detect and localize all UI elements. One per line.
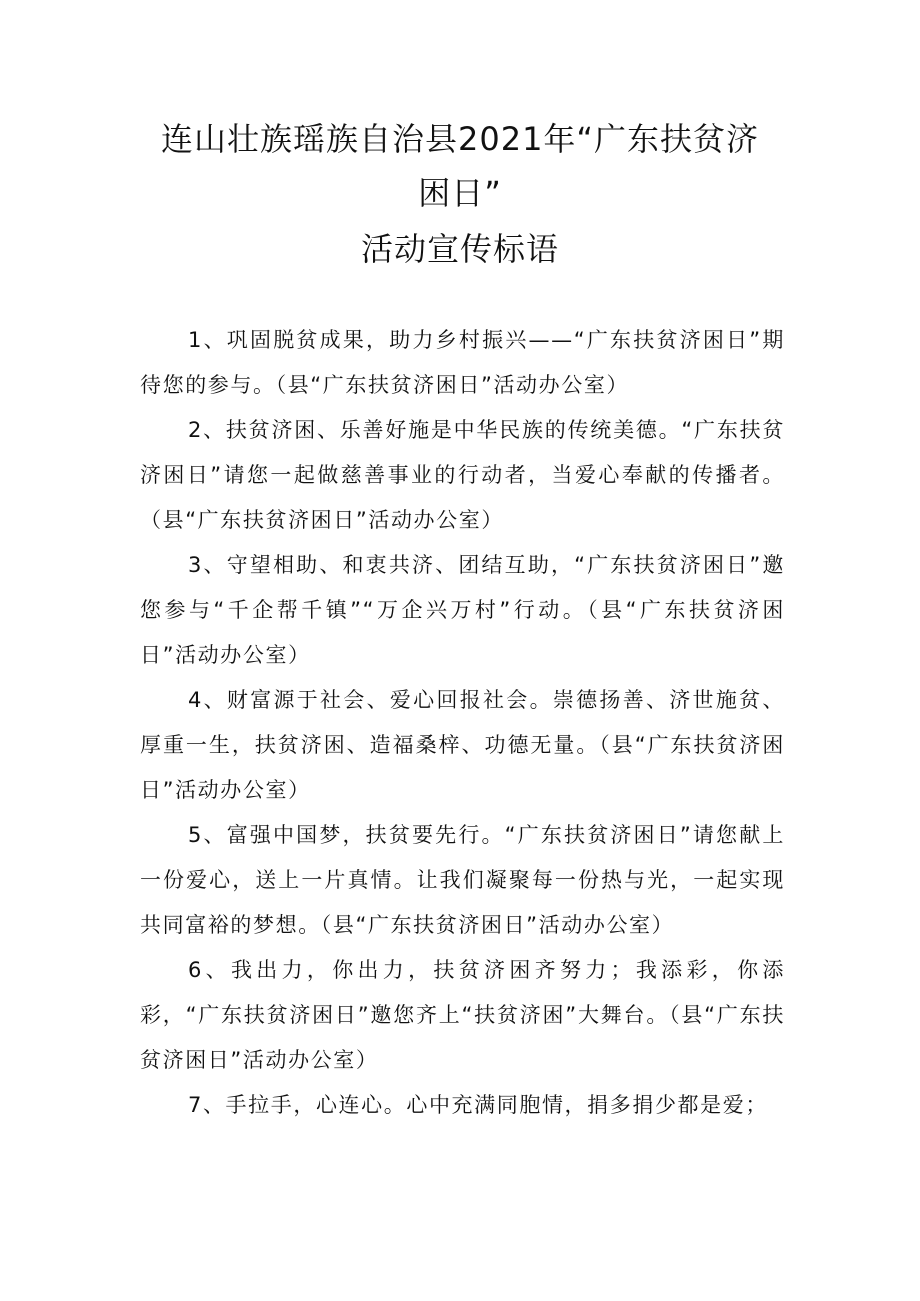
- title-block: [140, 112, 780, 276]
- slogan-paragraph-1: 1、巩固脱贫成果，助力乡村振兴——“广东扶贫济困日”期待您的参与。（县“广东扶贫济困日”活动办公室）: [140, 328, 785, 397]
- document-title-line-1: 连山壮族瑶族自治县2021年“广东扶贫济: [160, 120, 760, 158]
- slogan-paragraph-7: 7、手拉手，心连心。心中充满同胞情，捐多捐少都是爱；: [188, 1093, 768, 1117]
- document-title-line-2: 困日”: [418, 174, 502, 212]
- slogan-paragraph-3: 3、守望相助、和衷共济、团结互助，“广东扶贫济困日”邀您参与“千企帮千镇”“万企兴万村”行动。（县“广东扶贫济困日”活动办公室）: [140, 553, 785, 667]
- slogan-paragraph-2: 2、扶贫济困、乐善好施是中华民族的传统美德。“广东扶贫济困日”请您一起做慈善事业的行动者，当爱心奉献的传播者。（县“广东扶贫济困日”活动办公室）: [140, 418, 785, 532]
- slogan-paragraph-5: 5、富强中国梦，扶贫要先行。“广东扶贫济困日”请您献上一份爱心，送上一片真情。让我们凝聚每一份热与光，一起实现共同富裕的梦想。（县“广东扶贫济困日”活动办公室）: [140, 823, 785, 937]
- document-subtitle: 活动宣传标语: [360, 230, 559, 268]
- slogan-paragraph-4: 4、财富源于社会、爱心回报社会。崇德扬善、济世施贫、厚重一生，扶贫济困、造福桑梓、功德无量。（县“广东扶贫济困日”活动办公室）: [140, 688, 785, 802]
- slogan-paragraph-6: 6、我出力，你出力，扶贫济困齐努力；我添彩，你添彩，“广东扶贫济困日”邀您齐上“扶贫济困”大舞台。（县“广东扶贫济困日”活动办公室）: [140, 958, 785, 1072]
- document-body: [140, 318, 785, 1128]
